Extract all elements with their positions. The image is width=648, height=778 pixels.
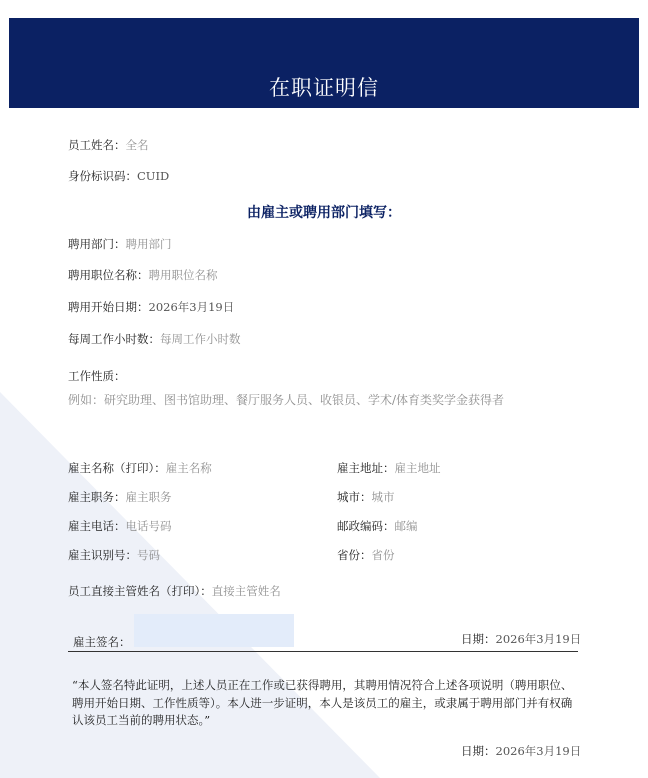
position-label: 聘用职位名称： bbox=[68, 268, 149, 282]
employer-idno-label: 雇主识别号： bbox=[68, 548, 137, 562]
header-banner bbox=[9, 18, 639, 108]
employer-idno-field bbox=[68, 547, 160, 563]
position-field bbox=[68, 267, 218, 283]
signature-box[interactable] bbox=[134, 614, 294, 647]
signature-label-wrap bbox=[73, 634, 131, 650]
certification-statement: “本人签名特此证明，上述人员正在工作或已获得聘用，其聘用情况符合上述各项说明（聘用职位、聘用开始日期、工作性质等）。本人进一步证明，本人是该员工的雇主，或隶属于聘用部门并有权确认该员工当前的聘用状态。” bbox=[72, 678, 573, 727]
weekly-hours-label: 每周工作小时数： bbox=[68, 332, 160, 346]
employee-id-field bbox=[68, 168, 169, 184]
employer-phone-value[interactable]: 电话号码 bbox=[125, 519, 172, 533]
weekly-hours-value[interactable]: 每周工作小时数 bbox=[160, 332, 241, 346]
zip-field bbox=[337, 518, 418, 534]
zip-label: 邮政编码： bbox=[337, 519, 395, 533]
employer-name-value[interactable]: 雇主名称 bbox=[165, 461, 212, 475]
zip-value[interactable]: 邮编 bbox=[394, 519, 418, 533]
city-value[interactable]: 城市 bbox=[371, 490, 395, 504]
job-nature-value: 例如：研究助理、图书馆助理、餐厅服务人员、收银员、学术/体育类奖学金获得者 bbox=[68, 393, 505, 407]
signature-date-field bbox=[461, 631, 581, 647]
city-field bbox=[337, 489, 395, 505]
weekly-hours-field bbox=[68, 331, 241, 347]
supervisor-label: 员工直接主管姓名（打印）： bbox=[68, 584, 212, 598]
province-field bbox=[337, 547, 395, 563]
employer-address-value[interactable]: 雇主地址 bbox=[394, 461, 441, 475]
footer-date-label: 日期： bbox=[461, 744, 496, 758]
job-nature-field bbox=[68, 368, 126, 384]
province-value[interactable]: 省份 bbox=[371, 548, 395, 562]
employer-title-label: 雇主职务： bbox=[68, 490, 126, 504]
city-label: 城市： bbox=[337, 490, 372, 504]
employer-title-value[interactable]: 雇主职务 bbox=[125, 490, 172, 504]
start-date-label: 聘用开始日期： bbox=[68, 300, 149, 314]
employee-name-label: 员工姓名： bbox=[68, 138, 126, 152]
job-nature-example[interactable] bbox=[68, 391, 504, 408]
employee-id-label: 身份标识码： bbox=[68, 169, 137, 183]
job-nature-label: 工作性质： bbox=[68, 369, 126, 383]
footer-date-field bbox=[461, 743, 581, 759]
employer-title-field bbox=[68, 489, 172, 505]
employer-idno-value[interactable]: 号码 bbox=[137, 548, 160, 562]
signature-line bbox=[68, 651, 578, 652]
position-value[interactable]: 聘用职位名称 bbox=[148, 268, 218, 282]
footer-date-value[interactable]: 2026年3月19日 bbox=[495, 744, 582, 758]
employer-name-label: 雇主名称（打印）： bbox=[68, 461, 166, 475]
employee-name-field bbox=[68, 137, 149, 153]
employer-phone-label: 雇主电话： bbox=[68, 519, 126, 533]
supervisor-value[interactable]: 直接主管姓名 bbox=[211, 584, 281, 598]
start-date-value[interactable]: 2026年3月19日 bbox=[148, 300, 235, 314]
employee-name-value[interactable]: 全名 bbox=[125, 138, 149, 152]
employee-id-value[interactable]: CUID bbox=[137, 169, 170, 183]
supervisor-field bbox=[68, 583, 281, 599]
dept-field bbox=[68, 236, 172, 252]
signature-date-label: 日期： bbox=[461, 632, 496, 646]
dept-value[interactable]: 聘用部门 bbox=[125, 237, 172, 251]
employer-address-label: 雇主地址： bbox=[337, 461, 395, 475]
province-label: 省份： bbox=[337, 548, 372, 562]
start-date-field bbox=[68, 299, 234, 315]
employer-address-field bbox=[337, 460, 441, 476]
signature-date-value[interactable]: 2026年3月19日 bbox=[495, 632, 582, 646]
employer-name-field bbox=[68, 460, 212, 476]
employer-phone-field bbox=[68, 518, 172, 534]
dept-label: 聘用部门： bbox=[68, 237, 126, 251]
signature-label: 雇主签名： bbox=[73, 635, 131, 649]
section-title: 由雇主或聘用部门填写： bbox=[247, 205, 401, 221]
page-title: 在职证明信 bbox=[269, 76, 379, 100]
